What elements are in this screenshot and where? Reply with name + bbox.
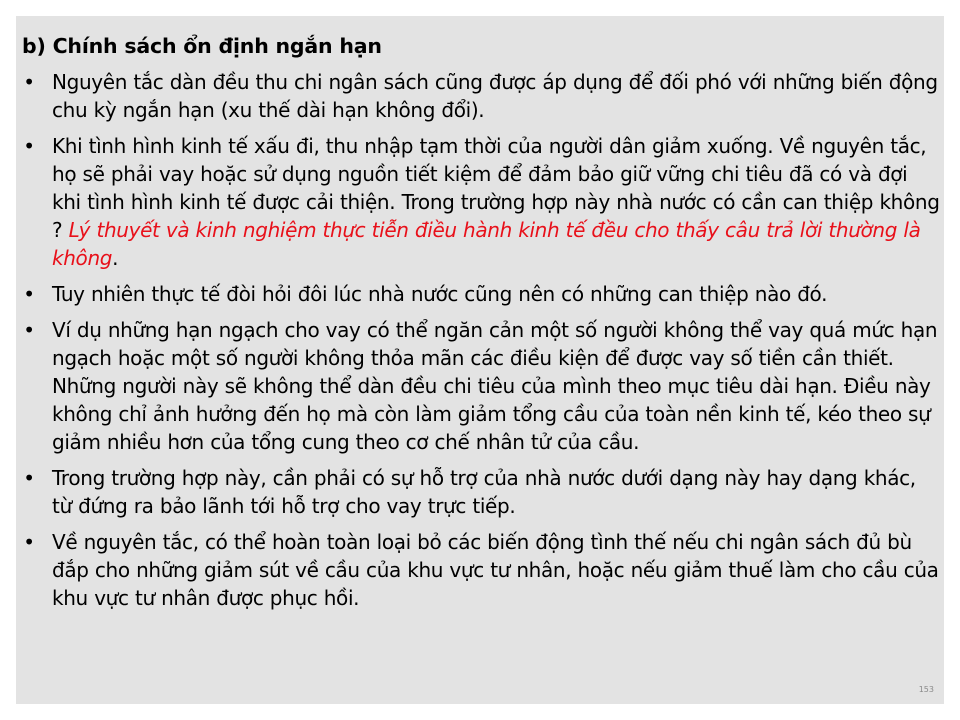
bullet-text: Nguyên tắc dàn đều thu chi ngân sách cũng được áp dụng để đối phó với những biến động chu kỳ ngắn hạn (xu thế dài hạn không đổi). [52, 70, 938, 122]
bullet-dot-icon: • [23, 466, 35, 490]
bullet-dot-icon: • [23, 134, 35, 158]
bullet-list [16, 68, 944, 620]
bullet-text: Tuy nhiên thực tế đòi hỏi đôi lúc nhà nước cũng nên có những can thiệp nào đó. [52, 282, 828, 306]
bullet-item [16, 528, 944, 612]
bullet-dot-icon: • [23, 70, 35, 94]
bullet-dot-icon: • [23, 318, 35, 342]
bullet-highlight-text: Lý thuyết và kinh nghiệm thực tiễn điều hành kinh tế đều cho thấy câu trả lời thường là không [52, 218, 921, 270]
bullet-text: Ví dụ những hạn ngạch cho vay có thể ngăn cản một số người không thể vay quá mức hạn ngạch hoặc một số người không thỏa mãn các điều kiện để được vay số tiền cần thiết. Những người này sẽ không thể dàn đều chi tiêu của mình theo mục tiêu dài hạn. Điều này không chỉ ảnh hưởng đến họ mà còn làm giảm tổng cầu của toàn nền kinh tế, kéo theo sự giảm nhiều hơn của tổng cung theo cơ chế nhân tử của cầu. [52, 318, 938, 454]
bullet-item [16, 132, 944, 272]
bullet-text: Khi tình hình kinh tế xấu đi, thu nhập tạm thời của người dân giảm xuống. Về nguyên tắc, họ sẽ phải vay hoặc sử dụng nguồn tiết kiệm để đảm bảo giữ vững chi tiêu đã có và đợi khi tình hình kinh tế được cải thiện. Trong trường hợp này nhà nước có cần can thiệp không ? [52, 134, 940, 242]
page-number: 153 [918, 685, 934, 694]
slide [16, 16, 944, 704]
bullet-item [16, 316, 944, 456]
bullet-item [16, 68, 944, 124]
bullet-text: Về nguyên tắc, có thể hoàn toàn loại bỏ các biến động tình thế nếu chi ngân sách đủ bù đắp cho những giảm sút về cầu của khu vực tư nhân, hoặc nếu giảm thuế làm cho cầu của khu vực tư nhân được phục hồi. [52, 530, 939, 610]
bullet-item [16, 280, 944, 308]
bullet-text-tail: . [112, 246, 119, 270]
bullet-dot-icon: • [23, 282, 35, 306]
bullet-item [16, 464, 944, 520]
slide-heading: b) Chính sách ổn định ngắn hạn [22, 34, 382, 58]
bullet-text: Trong trường hợp này, cần phải có sự hỗ trợ của nhà nước dưới dạng này hay dạng khác, từ đứng ra bảo lãnh tới hỗ trợ cho vay trực tiếp. [52, 466, 916, 518]
bullet-dot-icon: • [23, 530, 35, 554]
